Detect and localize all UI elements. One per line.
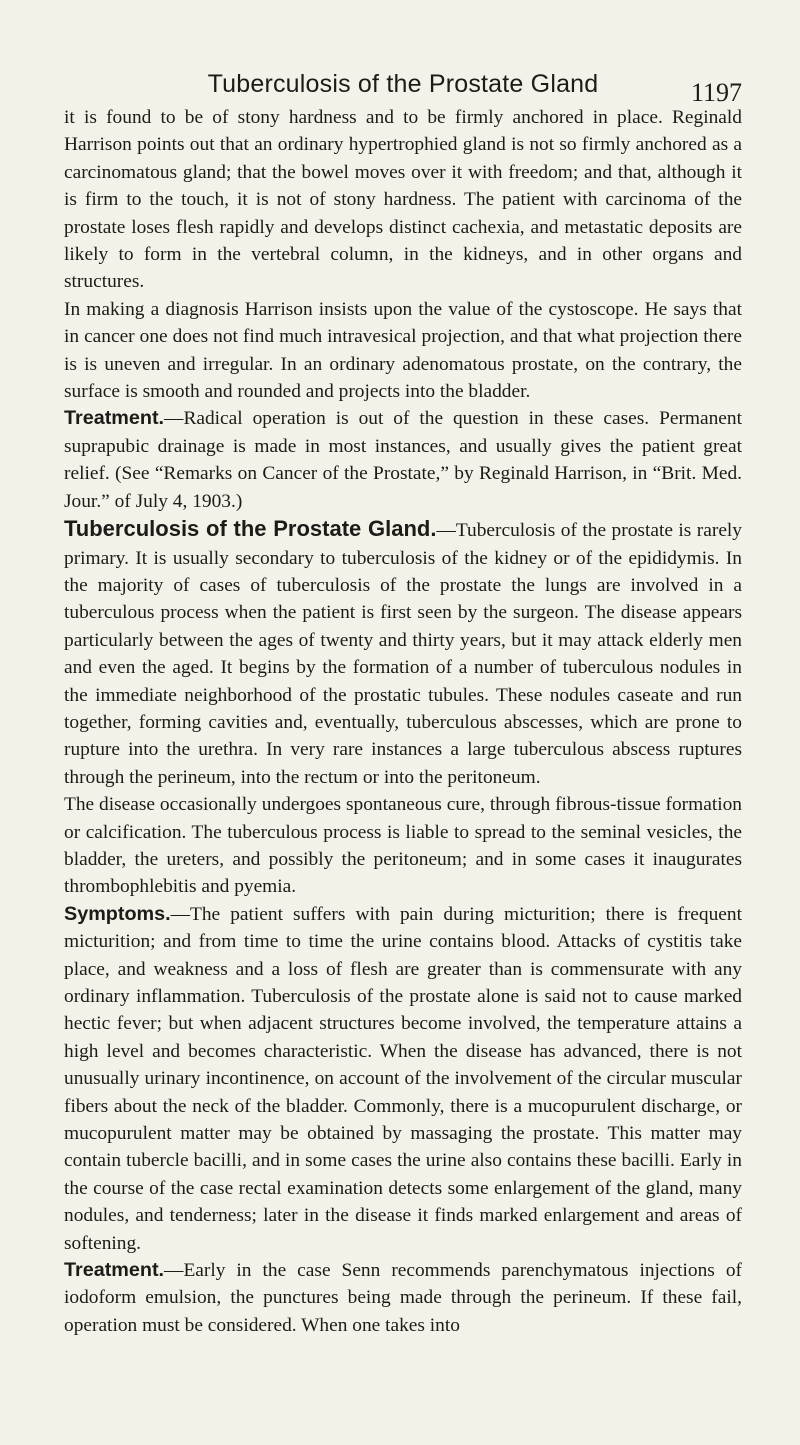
section-heading-symptoms: Symptoms.	[64, 902, 171, 925]
section-heading-treatment: Treatment.	[64, 407, 165, 430]
paragraph-carcinoma-treatment	[64, 405, 742, 515]
paragraph-text: —Early in the case Senn recommends parenchymatous injections of iodoform emulsion, the punctures being made through the perineum. If these fail, operation must be considered. When one takes into	[64, 1260, 742, 1336]
paragraph-text: it is found to be of stony hardness and to be firmly anchored in place. Reginald Harrison points out that an ordinary hypertrophied gland is not so firmly anchored as a carcinomatous gland; that the bowel moves over it with freedom; and that, although it is firm to the touch, it is not of stony hardness. The patient with carcinoma of the prostate loses flesh rapidly and develops distinct cachexia, and metastatic deposits are likely to form in the vertebral column, in the kidneys, and in other organs and structures.	[64, 107, 742, 293]
paragraph-text: —Tuberculosis of the prostate is rarely primary. It is usually secondary to tuberculosis of the kidney or of the epididymis. In the majority of cases of tuberculosis of the prostate the lungs are involved in a tuberculous process when the patient is first seen by the surgeon. The disease appears particularly between the ages of twenty and thirty years, but it may attack elderly men and even the aged. It begins by the formation of a number of tuberculous nodules in the immediate neighborhood of the prostatic tubules. These nodules caseate and run together, forming cavities and, eventually, tuberculous abscesses, which are prone to rupture into the urethra. In very rare instances a large tuberculous abscess ruptures through the perineum, into the rectum or into the peritoneum.	[64, 520, 743, 788]
paragraph-text: In making a diagnosis Harrison insists upon the value of the cystoscope. He says that in cancer one does not find much intravesical projection, and that what projection there is is uneven and irregular. In an ordinary adenomatous prostate, on the contrary, the surface is smooth and rounded and projects into the bladder.	[64, 298, 742, 403]
page-number: 1197	[690, 78, 742, 107]
paragraph-spontaneous-cure	[64, 791, 742, 901]
paragraph-text: The disease occasionally undergoes spontaneous cure, through fibrous-tissue formation or calcification. The tuberculous process is liable to spread to the seminal vesicles, the bladder, the ureters, and possibly the peritoneum; and in some cases it inaugurates thrombophlebitis and pyemia.	[64, 794, 742, 898]
paragraph-cystoscope-diagnosis	[64, 296, 742, 406]
running-title: Tuberculosis of the Prostate Gland	[207, 70, 599, 98]
paragraph-text: —The patient suffers with pain during micturition; there is frequent micturition; and from time to time the urine contains blood. Attacks of cystitis take place, and weakness and a loss of flesh are greater than is commensurate with any ordinary inflammation. Tuberculosis of the prostate alone is said not to cause marked hectic fever; but when adjacent structures become involved, the temperature attains a high level and becomes characteristic. When the disease has advanced, there is not unusually urinary incontinence, on account of the involvement of the circular muscular fibers about the neck of the bladder. Commonly, there is a mucopurulent discharge, or mucopurulent matter may be obtained by massaging the prostate. This matter may contain tubercle bacilli, and in some cases the urine also contains these bacilli. Early in the course of the case rectal examination detects some enlargement of the gland, many nodules, and tenderness; later in the disease it finds marked enlargement and areas of softening.	[64, 903, 742, 1254]
paragraph-tuberculosis-intro	[64, 515, 742, 791]
paragraph-text: —Radical operation is out of the question in these cases. Permanent suprapubic drainage is made in most instances, and usually gives the patient great relief. (See “Remarks on Cancer of the Prostate,” by Reginald Harrison, in “Brit. Med. Jour.” of July 4, 1903.)	[64, 408, 742, 512]
running-header	[64, 0, 742, 107]
section-heading-tuberculosis: Tuberculosis of the Prostate Gland.	[64, 516, 437, 542]
section-heading-treatment: Treatment.	[64, 1259, 165, 1282]
paragraph-tuberculosis-treatment	[64, 1257, 742, 1339]
body-text	[64, 104, 742, 1339]
paragraph-stony-hardness	[64, 104, 742, 296]
paragraph-symptoms	[64, 901, 742, 1257]
